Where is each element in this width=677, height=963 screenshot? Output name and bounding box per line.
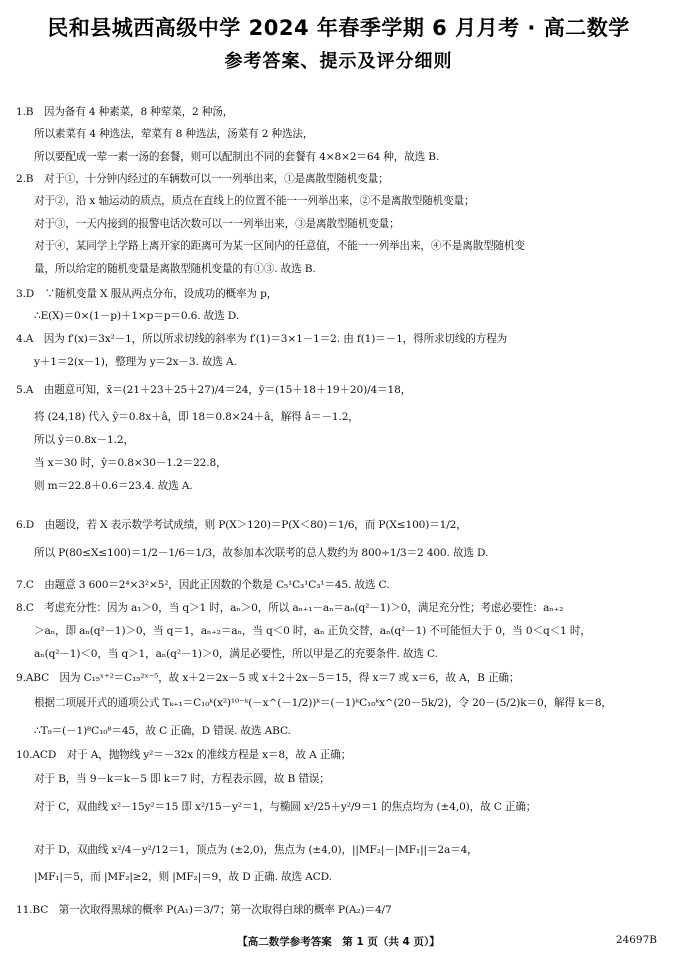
answer-line: 8.C 考虑充分性：因为 a₁＞0，当 q＞1 时，aₙ＞0，所以 aₙ₊₁－aₙ＝aₙ(q²－1)＞0，满足充分性；考虑必要性：aₙ₊₂ xyxy=(16,602,564,614)
answer-line: 量，所以给定的随机变量是离散型随机变量的有①③. 故选 B. xyxy=(34,263,316,275)
answer-line: 3.D ∵随机变量 X 服从两点分布，设成功的概率为 p， xyxy=(16,288,278,300)
answer-line: 对于②，沿 x 轴运动的质点，质点在直线上的位置不能一一列举出来，②不是离散型随机变量； xyxy=(34,195,475,207)
document-subtitle: 参考答案、提示及评分细则 xyxy=(224,51,453,72)
answer-line: 5.A 由题意可知，x̄＝(21＋23＋25＋27)/4＝24，ȳ＝(15＋18＋19＋20)/4＝18， xyxy=(16,384,412,396)
answer-line: 10.ACD 对于 A，抛物线 y²＝－32x 的准线方程是 x＝8，故 A 正确； xyxy=(16,749,352,761)
answer-line: 所以素菜有 4 种选法，荤菜有 8 种选法，汤菜有 2 种选法， xyxy=(34,128,314,140)
answer-line: aₙ(q²－1)＜0，当 q＞1，aₙ(q²－1)＞0，满足必要性，所以甲是乙的充要条件. 故选 C. xyxy=(34,648,438,660)
answer-line: y＋1＝2(x－1)，整理为 y＝2x－3. 故选 A. xyxy=(34,356,237,368)
answer-line: ＞aₙ，即 aₙ(q²－1)＞0，当 q＝1，aₙ₊₂＝aₙ，当 q＜0 时，aₙ 正负交替，aₙ(q²－1) 不可能恒大于 0，当 0＜q＜1 时， xyxy=(34,625,591,637)
answer-line: 将 (24,18) 代入 ŷ＝0.8x＋â，即 18＝0.8×24＋â，解得 â＝－1.2， xyxy=(34,411,359,423)
answer-line: 6.D 由题设，若 X 表示数学考试成绩，则 P(X＞120)＝P(X＜80)＝1/6，而 P(X≤100)＝1/2， xyxy=(16,519,467,531)
answer-line: 11.BC 第一次取得黑球的概率 P(A₁)＝3/7；第一次取得白球的概率 P(A₂)＝4/7 xyxy=(16,904,392,916)
answer-line: 根据二项展开式的通项公式 Tₖ₊₁＝C₁₀ᵏ(x²)¹⁰⁻ᵏ(－x^(－1/2))ᵏ＝(－1)ᵏC₁₀ᵏx^(20－5k/2)，令 20－(5/2)k＝0，解得 k＝8， xyxy=(34,697,612,709)
answer-line: 2.B 对于①，十分钟内经过的车辆数可以一一列举出来，①是离散型随机变量； xyxy=(16,173,389,185)
answer-line: 对于 D，双曲线 x²/4－y²/12＝1，顶点为 (±2,0)，焦点为 (±4,0)，||MF₂|－|MF₁||＝2a＝4， xyxy=(34,844,478,856)
answer-line: 所以要配成一荤一素一汤的套餐，则可以配制出不同的套餐有 4×8×2＝64 种，故选 B. xyxy=(34,151,440,163)
answer-line: |MF₁|＝5，而 |MF₂|≥2，则 |MF₂|＝9，故 D 正确. 故选 ACD. xyxy=(34,871,332,883)
answer-line: ∴T₉＝(－1)⁸C₁₀⁸＝45，故 C 正确，D 错误. 故选 ABC. xyxy=(34,725,291,737)
answer-line: 9.ABC 因为 C₁₅ˣ⁺²＝C₁₅²ˣ⁻⁵，故 x＋2＝2x－5 或 x＋2＋2x－5＝15，得 x＝7 或 x＝6，故 A，B 正确； xyxy=(16,672,520,684)
answer-line: ∴E(X)＝0×(1－p)＋1×p＝p＝0.6. 故选 D. xyxy=(34,310,239,322)
answer-line: 当 x＝30 时，ŷ＝0.8×30－1.2＝22.8， xyxy=(34,457,227,469)
answer-line: 所以 P(80≤X≤100)＝1/2－1/6＝1/3，故参加本次联考的总人数约为 800÷1/3＝2 400. 故选 D. xyxy=(34,547,489,559)
document-title: 民和县城西高级中学 2024 年春季学期 6 月月考 · 高二数学 xyxy=(47,16,630,40)
answer-line: 7.C 由题意 3 600＝2⁴×3²×5²，因此正因数的个数是 C₅¹C₃¹C₃¹＝45. 故选 C. xyxy=(16,579,390,591)
footer-code: 24697B xyxy=(615,934,657,946)
answer-line: 对于 C，双曲线 x²－15y²＝15 即 x²/15－y²＝1，与椭圆 x²/25＋y²/9＝1 的焦点均为 (±4,0)，故 C 正确； xyxy=(34,801,537,813)
answer-line: 4.A 因为 f′(x)＝3x²－1，所以所求切线的斜率为 f′(1)＝3×1－1＝2. 由 f(1)＝－1，得所求切线的方程为 xyxy=(16,333,508,345)
answer-line: 1.B 因为备有 4 种素菜，8 种荤菜，2 种汤， xyxy=(16,106,234,118)
footer-page-info: 【高二数学参考答案 第 1 页（共 4 页）】 xyxy=(237,936,440,948)
answer-line: 所以 ŷ＝0.8x－1.2， xyxy=(34,434,134,446)
answer-line: 对于 B，当 9－k＝k－5 即 k＝7 时，方程表示圆，故 B 错误； xyxy=(34,773,330,785)
answer-line: 对于③，一天内接到的报警电话次数可以一一列举出来，③是离散型随机变量； xyxy=(34,218,400,230)
answer-line: 则 m＝22.8＋0.6＝23.4. 故选 A. xyxy=(34,480,193,492)
answer-line: 对于④，某同学上学路上离开家的距离可为某一区间内的任意值，不能一一列举出来，④不是离散型随机变 xyxy=(34,240,525,252)
